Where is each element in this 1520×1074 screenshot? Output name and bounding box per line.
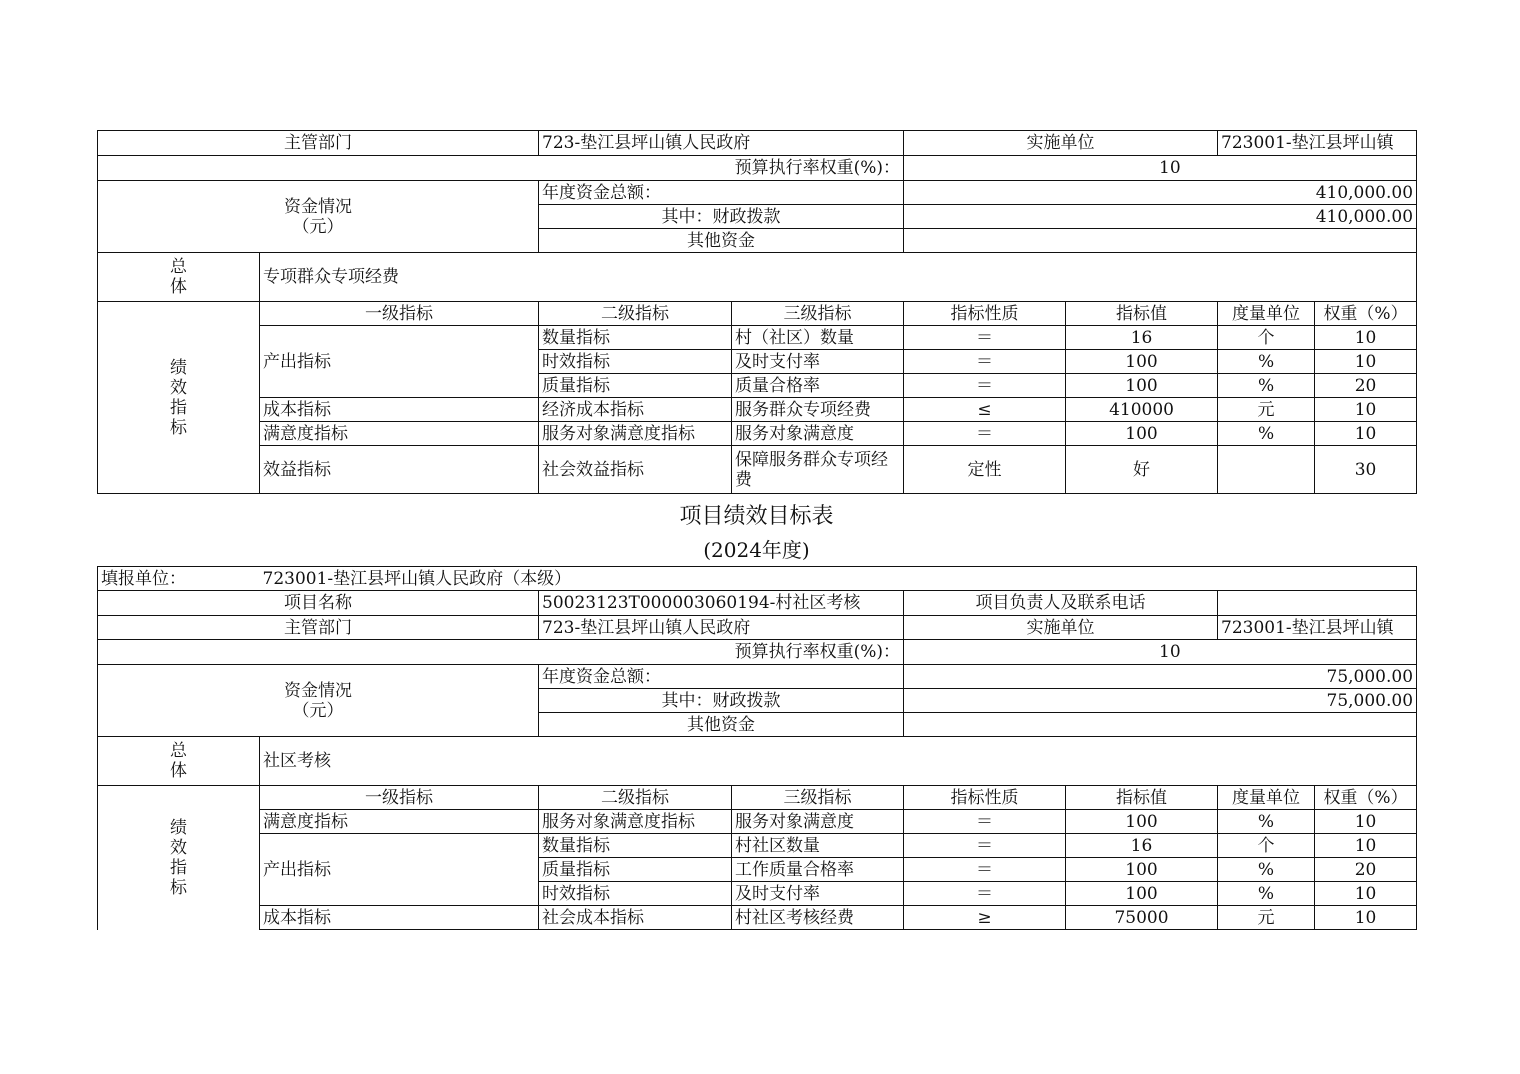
indicator-weight: 10: [1315, 810, 1417, 834]
indicator-value: 410000: [1066, 398, 1218, 422]
level3-indicator: 服务对象满意度: [732, 810, 904, 834]
indicator-unit: %: [1218, 374, 1315, 398]
impl-value: 723001-垫江县坪山镇: [1218, 131, 1417, 156]
indicator-nature: ＝: [904, 858, 1066, 882]
header-level3: 三级指标: [732, 786, 904, 810]
annual-total-label: 年度资金总额：: [539, 665, 904, 689]
indicator-weight: 10: [1315, 398, 1417, 422]
header-weight: 权重（%）: [1315, 786, 1417, 810]
indicator-weight: 10: [1315, 350, 1417, 374]
indicator-unit: %: [1218, 882, 1315, 906]
funds-label-line1: 资金情况: [284, 680, 352, 701]
indicator-nature: 定性: [904, 446, 1066, 494]
funds-label-line2: （元）: [292, 216, 344, 237]
fiscal-label: 其中：财政拨款: [539, 689, 904, 713]
level1-indicator: 成本指标: [260, 906, 539, 930]
level3-indicator: 村社区考核经费: [732, 906, 904, 930]
level1-indicator: 产出指标: [260, 326, 539, 398]
level3-indicator: 服务对象满意度: [732, 422, 904, 446]
table-row: [98, 398, 1417, 422]
funds-label: [98, 665, 539, 737]
project-name-label: 项目名称: [98, 591, 539, 616]
level3-indicator: 及时支付率: [732, 350, 904, 374]
indicator-unit: 元: [1218, 398, 1315, 422]
overall-goal: 社区考核: [260, 737, 1417, 786]
level3-indicator: 服务群众专项经费: [732, 398, 904, 422]
dept-label: 主管部门: [98, 616, 539, 640]
overall-goal: 专项群众专项经费: [260, 253, 1417, 302]
indicator-unit: [1218, 446, 1315, 494]
header-value: 指标值: [1066, 786, 1218, 810]
level2-indicator: 数量指标: [539, 834, 732, 858]
level3-indicator: 质量合格率: [732, 374, 904, 398]
level2-indicator: 服务对象满意度指标: [539, 422, 732, 446]
perf-label-char: 指: [170, 397, 187, 418]
indicator-weight: 20: [1315, 858, 1417, 882]
header-unit: 度量单位: [1218, 786, 1315, 810]
funds-label: [98, 181, 539, 253]
table-row: [98, 906, 1417, 930]
budget-rate-label: 预算执行率权重(%)：: [98, 640, 904, 665]
level2-indicator: 经济成本指标: [539, 398, 732, 422]
perf-label-char: 标: [170, 877, 187, 898]
level1-indicator: 成本指标: [260, 398, 539, 422]
table-row: [98, 446, 1417, 494]
indicator-unit: %: [1218, 350, 1315, 374]
impl-value: 723001-垫江县坪山镇: [1218, 616, 1417, 640]
indicator-nature: ＝: [904, 834, 1066, 858]
level2-indicator: 社会成本指标: [539, 906, 732, 930]
perf-label-char: 绩: [170, 817, 187, 838]
indicator-unit: 个: [1218, 326, 1315, 350]
fiscal-value: 75,000.00: [904, 689, 1417, 713]
header-level3: 三级指标: [732, 302, 904, 326]
indicator-nature: ＝: [904, 882, 1066, 906]
table-row: [98, 326, 1417, 350]
impl-label: 实施单位: [904, 131, 1218, 156]
fiscal-label: 其中：财政拨款: [539, 205, 904, 229]
header-level1: 一级指标: [260, 786, 539, 810]
indicator-value: 100: [1066, 858, 1218, 882]
header-unit: 度量单位: [1218, 302, 1315, 326]
funds-label-line1: 资金情况: [284, 196, 352, 217]
impl-label: 实施单位: [904, 616, 1218, 640]
indicator-weight: 10: [1315, 422, 1417, 446]
indicator-value: 16: [1066, 834, 1218, 858]
indicator-nature: ＝: [904, 810, 1066, 834]
header-level2: 二级指标: [539, 302, 732, 326]
indicator-value: 100: [1066, 350, 1218, 374]
perf-label-char: 标: [170, 417, 187, 438]
overall-label: [98, 737, 260, 786]
indicator-weight: 30: [1315, 446, 1417, 494]
filler-label: 填报单位：: [98, 567, 260, 591]
table-row: [98, 834, 1417, 858]
indicator-nature: ≥: [904, 906, 1066, 930]
level1-indicator: 满意度指标: [260, 810, 539, 834]
indicator-unit: 元: [1218, 906, 1315, 930]
filler-value: 723001-垫江县坪山镇人民政府（本级）: [260, 567, 1417, 591]
level3-indicator: 及时支付率: [732, 882, 904, 906]
indicator-unit: %: [1218, 858, 1315, 882]
other-funds-label: 其他资金: [539, 713, 904, 737]
perf-label-char: 效: [170, 837, 187, 858]
indicator-nature: ＝: [904, 326, 1066, 350]
indicator-weight: 10: [1315, 906, 1417, 930]
level3-indicator: 保障服务群众专项经费: [732, 446, 904, 494]
level2-indicator: 社会效益指标: [539, 446, 732, 494]
indicator-weight: 10: [1315, 882, 1417, 906]
indicator-nature: ＝: [904, 422, 1066, 446]
funds-label-line2: （元）: [292, 700, 344, 721]
indicator-value: 好: [1066, 446, 1218, 494]
annual-total-value: 410,000.00: [904, 181, 1417, 205]
indicator-value: 16: [1066, 326, 1218, 350]
annual-total-value: 75,000.00: [904, 665, 1417, 689]
performance-table-2: [97, 566, 1417, 930]
indicator-weight: 10: [1315, 326, 1417, 350]
level1-indicator: 产出指标: [260, 834, 539, 906]
indicator-value: 100: [1066, 422, 1218, 446]
level2-indicator: 质量指标: [539, 858, 732, 882]
perf-label-char: 指: [170, 857, 187, 878]
dept-value: 723-垫江县坪山镇人民政府: [539, 616, 904, 640]
indicator-unit: %: [1218, 810, 1315, 834]
header-weight: 权重（%）: [1315, 302, 1417, 326]
indicator-unit: %: [1218, 422, 1315, 446]
performance-table-1: [97, 130, 1417, 494]
indicator-value: 100: [1066, 810, 1218, 834]
overall-label-line1: 总: [170, 741, 187, 761]
dept-label: 主管部门: [98, 131, 539, 156]
header-nature: 指标性质: [904, 786, 1066, 810]
perf-indicator-label: [98, 302, 260, 494]
overall-label: [98, 253, 260, 302]
page-title: 项目绩效目标表: [679, 504, 834, 529]
dept-value: 723-垫江县坪山镇人民政府: [539, 131, 904, 156]
table-row: [98, 810, 1417, 834]
header-level2: 二级指标: [539, 786, 732, 810]
indicator-value: 100: [1066, 374, 1218, 398]
level2-indicator: 服务对象满意度指标: [539, 810, 732, 834]
contact-value: [1218, 591, 1417, 616]
budget-rate-value: 10: [904, 640, 1417, 665]
level3-indicator: 村（社区）数量: [732, 326, 904, 350]
perf-label-char: 绩: [170, 357, 187, 378]
overall-label-line2: 体: [170, 277, 187, 297]
level2-indicator: 质量指标: [539, 374, 732, 398]
other-funds-label: 其他资金: [539, 229, 904, 253]
level2-indicator: 时效指标: [539, 350, 732, 374]
indicator-weight: 10: [1315, 834, 1417, 858]
perf-label-char: 效: [170, 377, 187, 398]
level3-indicator: 工作质量合格率: [732, 858, 904, 882]
level1-indicator: 满意度指标: [260, 422, 539, 446]
indicator-value: 100: [1066, 882, 1218, 906]
level1-indicator: 效益指标: [260, 446, 539, 494]
budget-rate-value: 10: [904, 156, 1417, 181]
indicator-unit: 个: [1218, 834, 1315, 858]
overall-label-line1: 总: [170, 257, 187, 277]
project-name-value: 50023123T000003060194-村社区考核: [539, 591, 904, 616]
perf-indicator-label: [98, 786, 260, 930]
indicator-weight: 20: [1315, 374, 1417, 398]
annual-total-label: 年度资金总额：: [539, 181, 904, 205]
contact-label: 项目负责人及联系电话: [904, 591, 1218, 616]
header-level1: 一级指标: [260, 302, 539, 326]
level2-indicator: 时效指标: [539, 882, 732, 906]
budget-rate-label: 预算执行率权重(%)：: [98, 156, 904, 181]
table-row: [98, 422, 1417, 446]
indicator-nature: ≤: [904, 398, 1066, 422]
header-nature: 指标性质: [904, 302, 1066, 326]
level3-indicator: 村社区数量: [732, 834, 904, 858]
level2-indicator: 数量指标: [539, 326, 732, 350]
indicator-nature: ＝: [904, 374, 1066, 398]
page-subtitle: (2024年度): [703, 538, 810, 562]
header-value: 指标值: [1066, 302, 1218, 326]
indicator-nature: ＝: [904, 350, 1066, 374]
overall-label-line2: 体: [170, 761, 187, 781]
other-funds-value: [904, 713, 1417, 737]
other-funds-value: [904, 229, 1417, 253]
fiscal-value: 410,000.00: [904, 205, 1417, 229]
indicator-value: 75000: [1066, 906, 1218, 930]
